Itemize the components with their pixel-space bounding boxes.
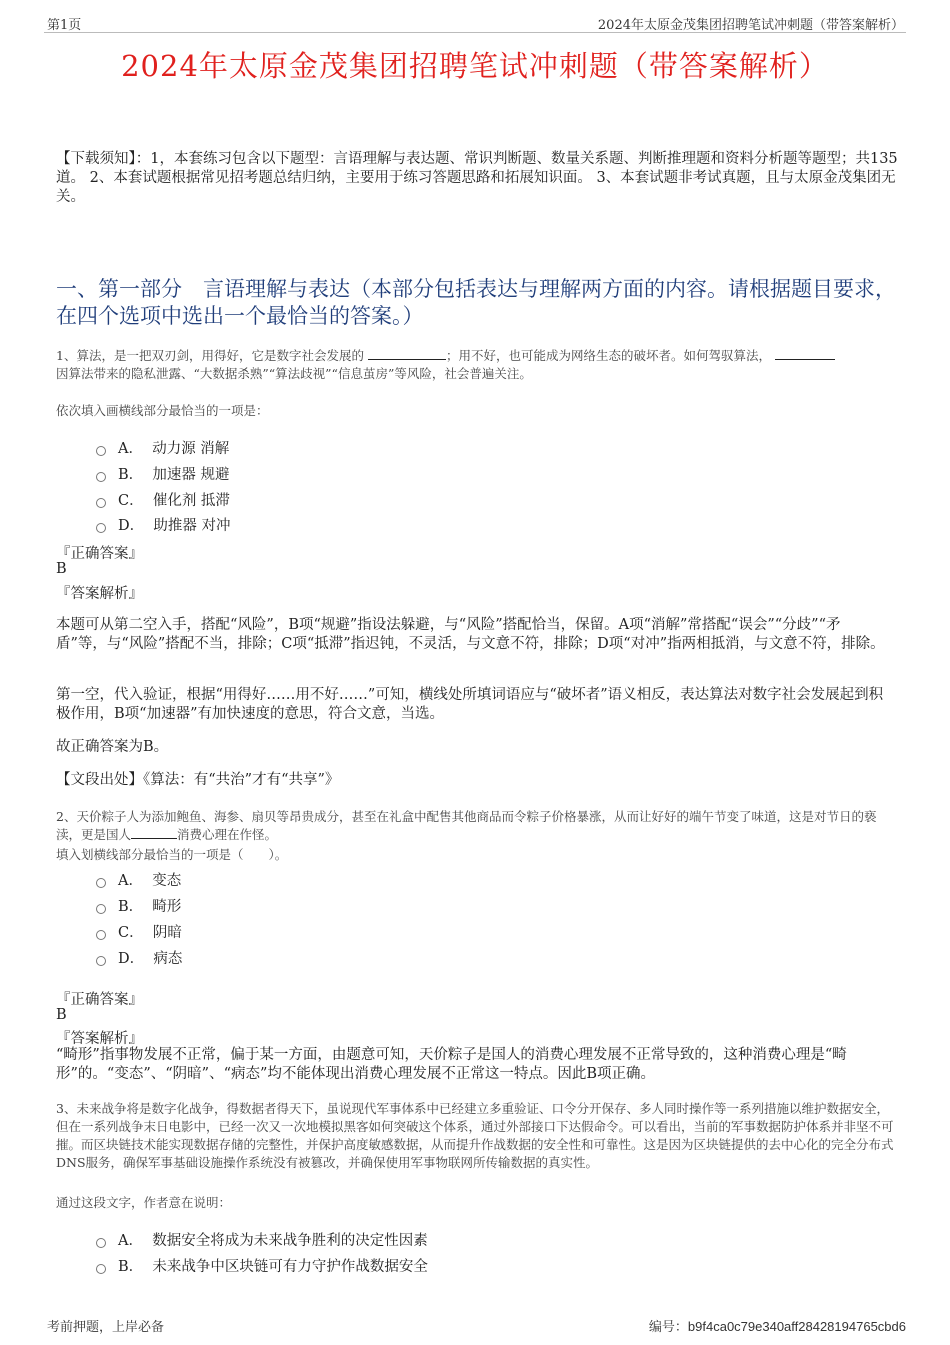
q2-blank: [131, 838, 177, 839]
option-key: D．: [118, 951, 145, 967]
q1-stem: [56, 347, 898, 383]
option-key: A．: [118, 873, 143, 889]
q2-stem-part-a: 2、天价粽子人为添加鲍鱼、海参、扇贝等昂贵成分，甚至在礼盒中配售其他商品而令粽子价格暴涨，从而让好好的端午节变了味道，这是对节日的亵渎，更是国人: [56, 809, 877, 842]
option-key: A．: [118, 441, 143, 457]
radio-icon[interactable]: [96, 904, 106, 914]
option-text: 助推器 对冲: [153, 518, 231, 534]
option-key: D．: [118, 518, 145, 534]
q2-answer-label: 『正确答案』: [56, 992, 143, 1008]
option-text: 病态: [153, 951, 183, 967]
q2-stem: [56, 808, 892, 844]
option-key: C．: [118, 493, 144, 509]
download-notice: 【下载须知】：1，本套练习包含以下题型：言语理解与表达题、常识判断题、数量关系题、判断推理题和资料分析题等题型；共135道。 2、本套试题根据常见招考题总结归纳，主要用于练习答题思路和拓展知识面。 3、本套试题非考试真题，且与太原金茂集团无关。: [56, 151, 898, 205]
q1-answer: B: [56, 561, 67, 577]
page-title: 2024年太原金茂集团招聘笔试冲刺题（带答案解析）: [121, 49, 829, 83]
q1-analysis-1: 本题可从第二空入手，搭配“风险”，B项“规避”指设法躲避，与“风险”搭配恰当，保留。A项“消解”常搭配“误会”“分歧”“矛盾”等，与“风险”搭配不当，排除；C项“抵滞”指迟钝，不灵活，与文意不符，排除；D项“对冲”指两相抵消，与文意不符，排除。: [56, 617, 885, 652]
radio-icon[interactable]: [96, 930, 106, 940]
header-doc-title: 2024年太原金茂集团招聘笔试冲刺题（带答案解析）: [597, 18, 904, 33]
q1-option-a[interactable]: [96, 437, 229, 458]
radio-icon[interactable]: [96, 956, 106, 966]
q1-stem-part-c: 因算法带来的隐私泄露、“大数据杀熟”“算法歧视”“信息茧房”等风险，社会普遍关注。: [56, 366, 532, 381]
q2-analysis-label: 『答案解析』: [56, 1031, 143, 1047]
q1-source: 【文段出处】《算法：有“共治”才有“共享”》: [56, 772, 340, 788]
footer-slogan: 考前押题，上岸必备: [47, 1320, 165, 1335]
option-text: 数据安全将成为未来战争胜利的决定性因素: [152, 1233, 428, 1249]
page-number: 第1页: [47, 18, 82, 33]
q1-option-c[interactable]: [96, 489, 230, 510]
q2-option-d[interactable]: [96, 947, 182, 968]
footer-code: [649, 1316, 906, 1335]
q1-stem-part-b: ；用不好，也可能成为网络生态的破坏者。如何驾驭算法，: [445, 348, 771, 363]
q1-analysis-2: 第一空，代入验证，根据“用得好……用不好……”可知，横线处所填词语应与“破坏者”语义相反，表达算法对数字社会发展起到积极作用，B项“加速器”有加快速度的意思，符合文意，当选。: [56, 687, 884, 722]
radio-icon[interactable]: [96, 1238, 106, 1248]
option-text: 阴暗: [152, 925, 182, 941]
q3-option-b[interactable]: [96, 1255, 428, 1276]
q1-stem-part-a: 1、算法，是一把双刃剑，用得好，它是数字社会发展的: [56, 348, 364, 363]
option-key: A．: [118, 1233, 143, 1249]
q1-option-d[interactable]: [96, 514, 230, 535]
q2-answer: B: [56, 1007, 67, 1023]
q1-answer-label: 『正确答案』: [56, 546, 143, 562]
q3-option-a[interactable]: [96, 1229, 428, 1250]
q2-option-b[interactable]: [96, 895, 181, 916]
q1-blank-2: [775, 359, 835, 360]
option-key: B．: [118, 1259, 144, 1275]
q1-option-b[interactable]: [96, 463, 229, 484]
q1-blank-1: [368, 359, 446, 360]
section-heading: 一、第一部分 言语理解与表达（本部分包括表达与理解两方面的内容。请根据题目要求，在四个选项中选出一个最恰当的答案。）: [56, 277, 896, 328]
option-key: B．: [118, 467, 144, 483]
radio-icon[interactable]: [96, 878, 106, 888]
option-key: C．: [118, 925, 144, 941]
q1-analysis-label: 『答案解析』: [56, 586, 143, 602]
option-text: 变态: [152, 873, 182, 889]
q1-analysis-3: 故正确答案为B。: [56, 739, 169, 755]
header-divider: [44, 32, 906, 33]
option-key: B．: [118, 899, 144, 915]
q1-prompt: 依次填入画横线部分最恰当的一项是：: [56, 403, 269, 418]
radio-icon[interactable]: [96, 1264, 106, 1274]
q2-stem-part-b: 消费心理在作怪。: [177, 827, 278, 842]
footer-code-label: 编号：: [648, 1320, 688, 1335]
option-text: 催化剂 抵滞: [152, 493, 230, 509]
option-text: 畸形: [152, 899, 182, 915]
radio-icon[interactable]: [96, 446, 106, 456]
q2-analysis: “畸形”指事物发展不正常，偏于某一方面，由题意可知，天价粽子是国人的消费心理发展不正常导致的，这种消费心理是“畸形”的。“变态”、“阴暗”、“病态”均不能体现出消费心理发展不正常这一特点。因此B项正确。: [56, 1047, 847, 1082]
q2-option-c[interactable]: [96, 921, 182, 942]
option-text: 动力源 消解: [152, 441, 230, 457]
q2-prompt: 填入划横线部分最恰当的一项是（ ）。: [56, 847, 288, 862]
q3-prompt: 通过这段文字，作者意在说明：: [56, 1195, 232, 1210]
q2-option-a[interactable]: [96, 869, 181, 890]
option-text: 未来战争中区块链可有力守护作战数据安全: [152, 1259, 428, 1275]
q3-stem: 3、未来战争将是数字化战争，得数据者得天下，虽说现代军事体系中已经建立多重验证、口令分开保存、多人同时操作等一系列措施以维护数据安全，但在一系列战争末日电影中，已经一次又一次地模拟黑客如何突破这个体系，通过外部接口下达假命令。可以看出，当前的军事数据防护体系并非坚不可摧。而区块链技术能实现数据存储的完整性，并保护高度敏感数据，从而提升作战数据的安全性和可靠性。这是因为区块链提供的去中心化的完全分布式DNS服务，确保军事基础设施操作系统没有被篡改，并确保使用军事物联网所传输数据的真实性。: [56, 1101, 894, 1170]
radio-icon[interactable]: [96, 498, 106, 508]
option-text: 加速器 规避: [152, 467, 230, 483]
radio-icon[interactable]: [96, 523, 106, 533]
radio-icon[interactable]: [96, 472, 106, 482]
footer-code-value: b9f4ca0c79e340aff28428194765cbd6: [687, 1319, 906, 1334]
